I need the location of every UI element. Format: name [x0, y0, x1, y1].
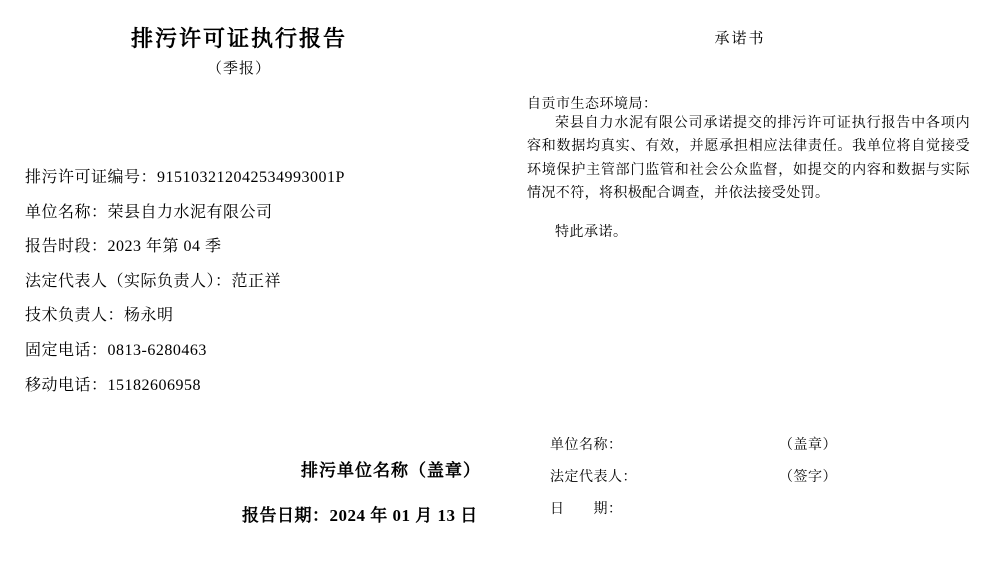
field-mobile-phone: 移动电话：15182606958 [25, 376, 202, 394]
signature-legal-sign-hint: （签字） [779, 470, 837, 485]
signature-date-label: 日 期： [550, 502, 623, 517]
field-unit-name: 单位名称：荣县自力水泥有限公司 [25, 203, 273, 221]
commitment-salutation: 自贡市生态环境局： [527, 97, 658, 112]
field-technical-lead: 技术负责人：杨永明 [25, 307, 174, 325]
signature-legal-label: 法定代表人： [550, 470, 637, 485]
signature-unit-stamp-hint: （盖章） [779, 438, 837, 453]
commitment-title: 承诺书 [714, 31, 766, 47]
signature-unit-label: 单位名称： [550, 438, 623, 453]
field-landline-phone: 固定电话：0813-6280463 [25, 341, 207, 359]
report-title: 排污许可证执行报告 [130, 26, 347, 51]
field-permit-number: 排污许可证编号：915103212042534993001P [25, 169, 345, 186]
commitment-body: 荣县自力水泥有限公司承诺提交的排污许可证执行报告中各项内容和数据均真实、有效，并愿承担相应法律责任。我单位将自觉接受环境保护主管部门监管和社会公众监督，如提交的内容和数据与实际情况不符，将积极配合调查，并依法接受处罚。 [527, 116, 970, 202]
report-subtitle: （季报） [206, 61, 271, 77]
unit-stamp-line: 排污单位名称（盖章） [301, 461, 481, 480]
field-legal-representative: 法定代表人（实际负责人）：范正祥 [25, 272, 282, 290]
report-date-line: 报告日期：2024 年 01 月 13 日 [242, 506, 478, 525]
commitment-closing: 特此承诺。 [555, 225, 628, 240]
cover-fields [25, 161, 485, 403]
field-report-period: 报告时段：2023 年第 04 季 [25, 238, 222, 256]
